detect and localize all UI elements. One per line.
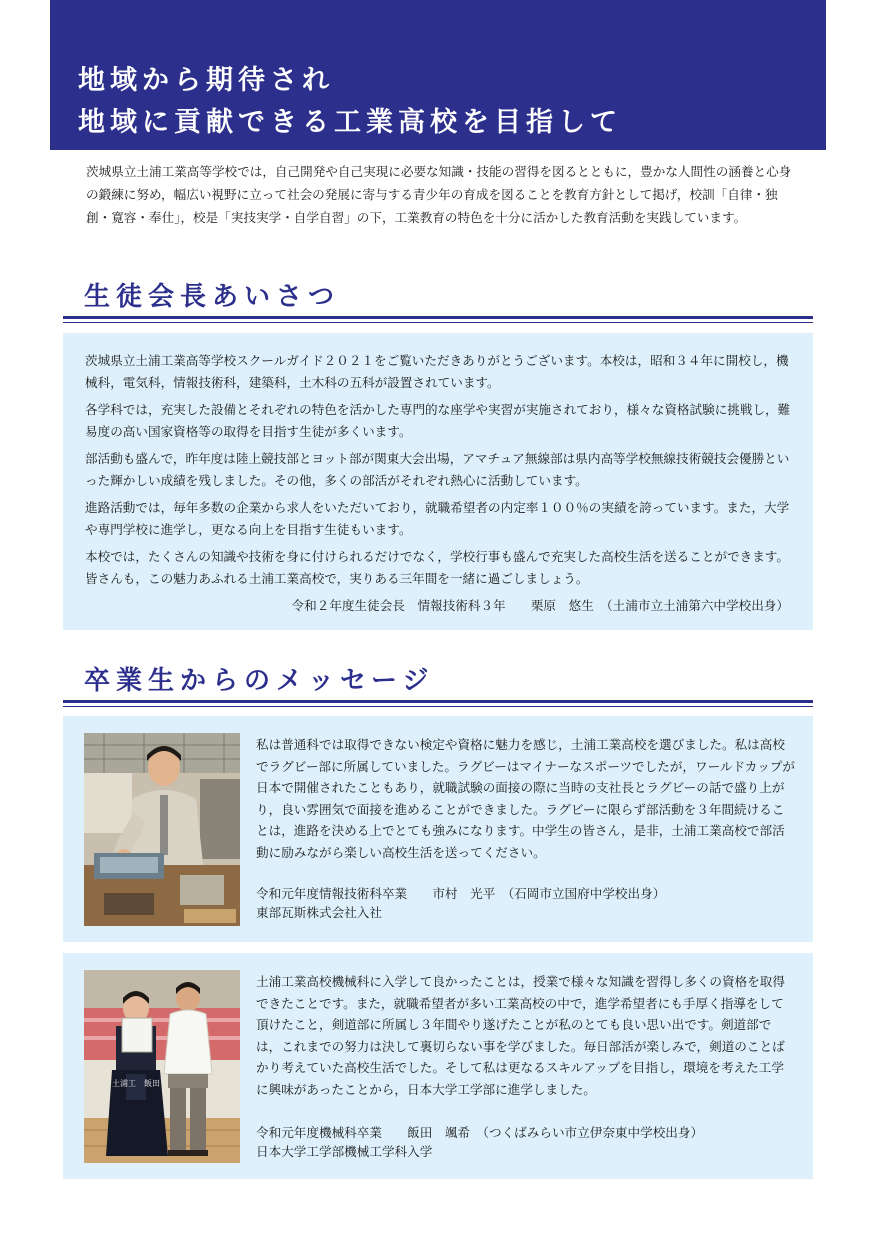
banner-title-line1: 地域から期待され bbox=[78, 65, 334, 96]
greeting-divider-thin bbox=[63, 322, 813, 323]
alumni-message-card bbox=[63, 716, 813, 942]
banner-title-line2: 地域に貢献できる工業高校を目指して bbox=[78, 107, 622, 138]
alumni-message-text: 私は普通科では取得できない検定や資格に魅力を感じ，土浦工業高校を選びました。私は高校でラグビー部に所属していました。ラグビーはマイナーなスポーツでしたが，ワールドカップが日本で開催されたこともあり，就職試験の面接の際に当時の支社長とラグビーの話で盛り上がり，良い雰囲気で面接を進めることができました。ラグビーに限らず部活動を３年間続けることは，進路を決める上でとても強みになります。中学生の皆さん，是非，土浦工業高校で部活動に励みながら楽しい高校生活を送ってください。 bbox=[256, 737, 796, 860]
greeting-paragraph: 進路活動では，毎年多数の企業から求人をいただいており，就職希望者の内定率１００％の実績を誇っています。また，大学や専門学校に進学し，更なる向上を目指す生徒もいます。 bbox=[85, 500, 790, 537]
graduate-photo-kendo bbox=[84, 970, 240, 1163]
alumni-name-line: 令和元年度機械科卒業 飯田 颯希 （つくばみらい市立伊奈東中学校出身） bbox=[256, 1125, 704, 1140]
graduate-photo-workshop bbox=[84, 733, 240, 926]
alumni-message-signature bbox=[256, 1123, 796, 1161]
alumni-divider-thin bbox=[63, 706, 813, 707]
intro-paragraph: 茨城県立土浦工業高等学校では，自己開発や自己実現に必要な知識・技能の習得を図るとともに，豊かな人間性の涵養と心身の鍛練に努め，幅広い視野に立って社会の発展に寄与する青少年の育成を図ることを教育方針として掲げ，校訓「自律・独創・寛容・奉仕」，校是「実技実学・自学自習」の下，工業教育の特色を十分に活かした教育活動を実践しています。 bbox=[86, 164, 792, 225]
greeting-paragraph: 本校では，たくさんの知識や技術を身に付けられるだけでなく，学校行事も盛んで充実した高校生活を送ることができます。皆さんも，この魅力あふれる土浦工業高校で，実りある三年間を一緒に過ごしましょう。 bbox=[85, 549, 789, 586]
greeting-paragraph: 各学科では，充実した設備とそれぞれの特色を活かした専門的な座学や実習が実施されており，様々な資格試験に挑戦し，難易度の高い国家資格等の取得を目指す生徒が多くいます。 bbox=[85, 402, 791, 439]
alumni-destination-line: 日本大学工学部機械工学科入学 bbox=[256, 1144, 433, 1159]
alumni-destination-line: 東部瓦斯株式会社入社 bbox=[256, 905, 382, 920]
greeting-signature: 令和２年度生徒会長 情報技術科３年 栗原 悠生 （土浦市立土浦第六中学校出身） bbox=[291, 598, 789, 613]
greeting-section-title: 生徒会長あいさつ bbox=[84, 282, 341, 312]
alumni-message-card bbox=[63, 953, 813, 1179]
alumni-name-line: 令和元年度情報技術科卒業 市村 光平 （石岡市立国府中学校出身） bbox=[256, 886, 666, 901]
greeting-paragraph: 茨城県立土浦工業高等学校スクールガイド２０２１をご覧いただきありがとうございます。本校は，昭和３４年に開校し，機械科，電気科，情報技術科，建築科，土木科の五科が設置されています。 bbox=[85, 353, 789, 390]
alumni-divider-thick bbox=[63, 700, 813, 703]
alumni-section-title: 卒業生からのメッセージ bbox=[84, 666, 435, 696]
header-banner bbox=[50, 0, 826, 150]
greeting-paragraph: 部活動も盛んで，昨年度は陸上競技部とヨット部が関東大会出場，アマチュア無線部は県内高等学校無線技術競技会優勝といった輝かしい成績を残しました。その他，多くの部活がそれぞれ熱心に活動しています。 bbox=[85, 451, 790, 488]
greeting-body bbox=[85, 350, 791, 595]
kendo-name-tag: 土浦工 飯田 bbox=[112, 1079, 160, 1088]
alumni-message-text: 土浦工業高校機械科に入学して良かったことは，授業で様々な知識を習得し多くの資格を取得できたことです。また，就職希望者が多い工業高校の中で，進学希望者にも手厚く指導をして頂けたこと，剣道部に所属し３年間やり遂げたことが私のとても良い思い出です。剣道部では，これまでの努力は決して裏切らない事を学びました。毎日部活が楽しみで，剣道のことばかり考えていた高校生活でした。そして私は更なるスキルアップを目指し，環境を考えた工学に興味があったことから，日本大学工学部に進学しました。 bbox=[256, 974, 785, 1097]
alumni-message-signature bbox=[256, 884, 796, 922]
greeting-divider-thick bbox=[63, 316, 813, 319]
greeting-panel bbox=[63, 333, 813, 630]
